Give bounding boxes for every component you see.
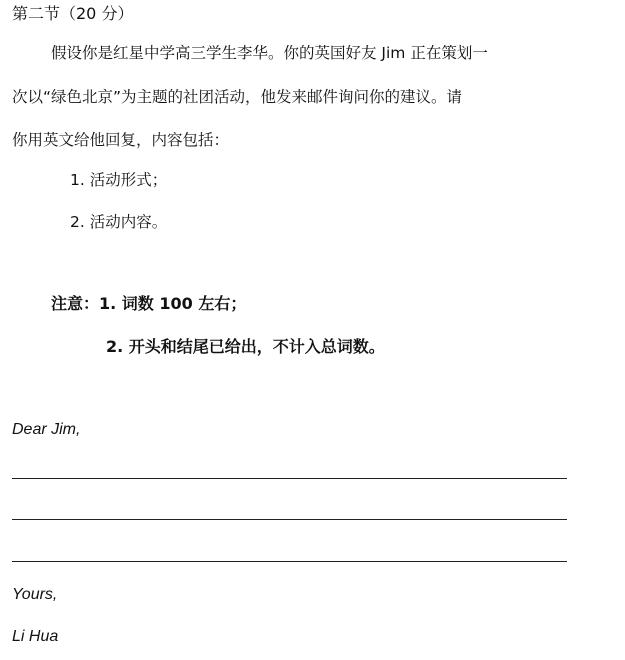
prompt-line-3: 你用英文给他回复，内容包括：: [12, 131, 230, 149]
notes-first-line: [51, 294, 246, 314]
note-item-1: 1. 词数 100 左右；: [99, 294, 247, 313]
answer-line-3: [12, 561, 567, 562]
content-point-2: 2. 活动内容。: [70, 213, 168, 231]
prompt-line-2: 次以“绿色北京”为主题的社团活动，他发来邮件询问你的建议。请: [12, 88, 463, 106]
prompt-line-1: 假设你是红星中学高三学生李华。你的英国好友 Jim 正在策划一: [51, 44, 488, 62]
letter-signature: Li Hua: [12, 628, 59, 645]
section-title: 第二节（20 分）: [12, 4, 134, 23]
notes-label: 注意：: [51, 294, 100, 313]
answer-line-2: [12, 519, 567, 520]
letter-greeting: Dear Jim,: [12, 421, 81, 438]
content-point-1: 1. 活动形式；: [70, 171, 168, 189]
note-item-2: 2. 开头和结尾已给出，不计入总词数。: [106, 337, 385, 356]
answer-line-1: [12, 478, 567, 479]
letter-closing: Yours,: [12, 586, 58, 603]
